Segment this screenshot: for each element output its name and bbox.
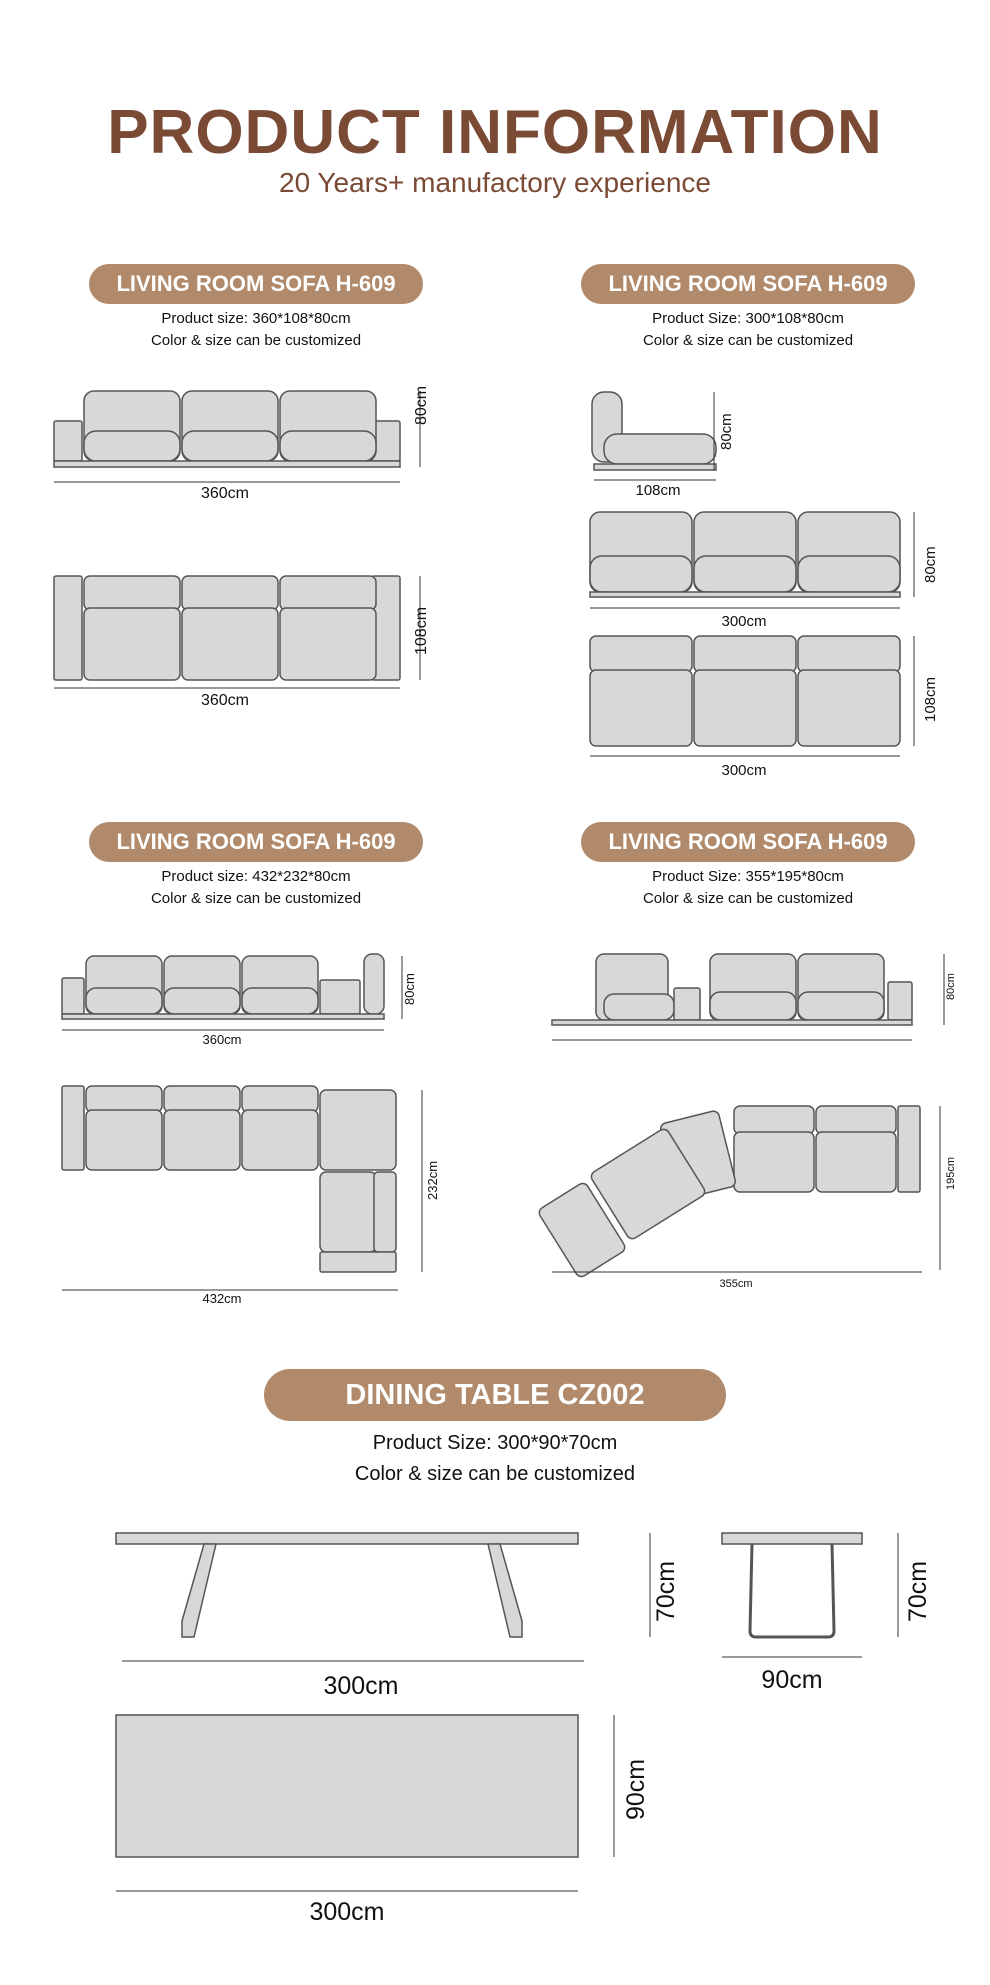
product-1-top-depth-label: 108cm bbox=[413, 606, 430, 655]
product-4-top-depth-label: 195cm bbox=[945, 1156, 957, 1190]
product-1-size: Product size: 360*108*80cm bbox=[161, 310, 351, 327]
dining-top-view bbox=[110, 1705, 630, 1915]
product-3-title: LIVING ROOM SOFA H-609 bbox=[89, 822, 423, 862]
product-4-top-width-label: 355cm bbox=[719, 1278, 753, 1290]
product-4-front-height-label: 80cm bbox=[945, 973, 957, 1000]
product-3-custom: Color & size can be customized bbox=[150, 890, 362, 907]
product-3-front-height-label: 80cm bbox=[402, 973, 417, 1005]
product-3-top-width-label: 432cm bbox=[202, 1291, 242, 1306]
product-1-top-view bbox=[50, 570, 430, 690]
product-2-side-depth-label: 108cm bbox=[635, 482, 681, 499]
product-2-top-width-label: 300cm bbox=[721, 762, 767, 779]
dining-side-height-label: 70cm bbox=[904, 1560, 932, 1622]
dining-top-width-label: 300cm bbox=[309, 1898, 385, 1926]
dining-title: DINING TABLE CZ002 bbox=[264, 1369, 726, 1421]
dining-side-width-label: 90cm bbox=[761, 1666, 823, 1694]
product-2-top-view bbox=[588, 632, 928, 762]
product-3-top-view bbox=[58, 1080, 438, 1300]
product-1-custom: Color & size can be customized bbox=[150, 332, 362, 349]
product-3-size: Product size: 432*232*80cm bbox=[161, 868, 351, 885]
product-1-top-width-label: 360cm bbox=[200, 692, 250, 709]
dining-front-height-label: 70cm bbox=[652, 1560, 680, 1622]
dining-front-view bbox=[110, 1525, 670, 1675]
product-1-front-width-label: 360cm bbox=[200, 485, 250, 502]
dining-size: Product Size: 300*90*70cm bbox=[372, 1432, 618, 1454]
product-4-size: Product Size: 355*195*80cm bbox=[652, 868, 844, 885]
product-2-custom: Color & size can be customized bbox=[642, 332, 854, 349]
product-1-front-height-label: 80cm bbox=[413, 385, 430, 425]
product-2-title: LIVING ROOM SOFA H-609 bbox=[581, 264, 915, 304]
product-4-title: LIVING ROOM SOFA H-609 bbox=[581, 822, 915, 862]
dining-side-view bbox=[718, 1525, 908, 1675]
product-2-front-height-label: 80cm bbox=[922, 546, 939, 583]
product-2-side-height-label: 80cm bbox=[718, 413, 735, 450]
page-title: PRODUCT INFORMATION bbox=[107, 98, 883, 167]
product-3-front-view bbox=[58, 950, 418, 1045]
product-2-size: Product Size: 300*108*80cm bbox=[652, 310, 844, 327]
product-3-top-depth-label: 232cm bbox=[425, 1160, 440, 1200]
page-subtitle: 20 Years+ manufactory experience bbox=[279, 167, 711, 198]
product-2-side-view bbox=[590, 390, 730, 490]
product-4-top-view bbox=[548, 1100, 948, 1280]
dining-top-depth-label: 90cm bbox=[622, 1758, 650, 1820]
product-1-title: LIVING ROOM SOFA H-609 bbox=[89, 264, 423, 304]
product-2-front-width-label: 300cm bbox=[721, 613, 767, 630]
dining-front-width-label: 300cm bbox=[323, 1672, 399, 1700]
product-3-front-width-label: 360cm bbox=[202, 1032, 242, 1047]
product-4-front-view bbox=[548, 950, 948, 1045]
product-2-top-depth-label: 108cm bbox=[922, 676, 939, 722]
product-2-front-view bbox=[588, 508, 928, 618]
dining-custom: Color & size can be customized bbox=[354, 1463, 636, 1485]
product-4-custom: Color & size can be customized bbox=[642, 890, 854, 907]
